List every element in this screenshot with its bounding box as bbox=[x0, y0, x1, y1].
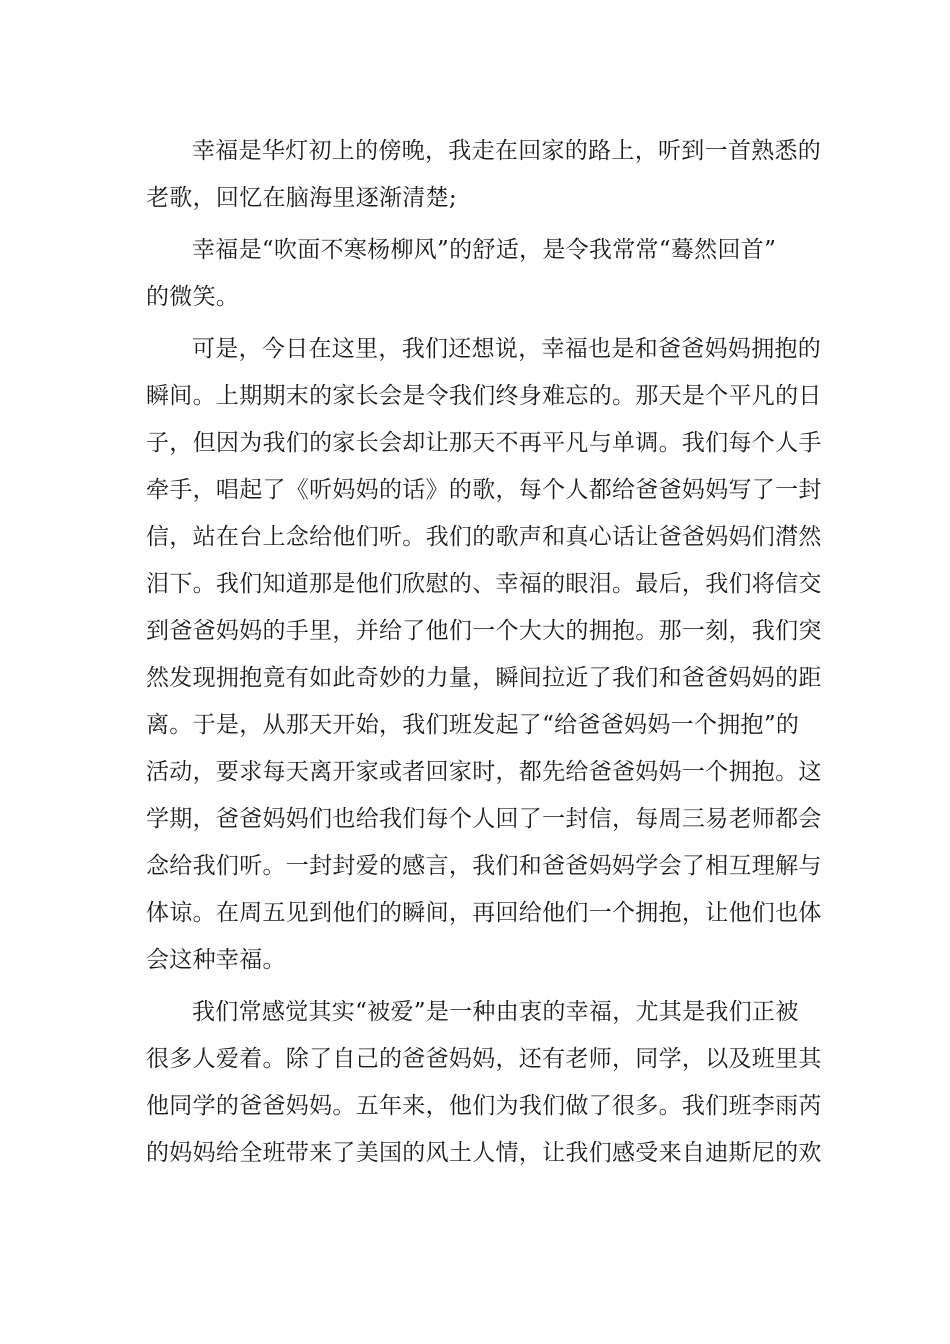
text-line: 然发现拥抱竟有如此奇妙的力量，瞬间拉近了我们和爸爸妈妈的距 bbox=[146, 665, 822, 691]
text-line: 离。于是，从那天开始，我们班发起了“给爸爸妈妈一个拥抱”的 bbox=[146, 712, 800, 738]
text-line: 念给我们听。一封封爱的感言，我们和爸爸妈妈学会了相互理解与 bbox=[146, 853, 822, 879]
text-line: 的微笑。 bbox=[146, 284, 240, 310]
text-line: 他同学的爸爸妈妈。五年来，他们为我们做了很多。我们班李雨芮 bbox=[146, 1093, 822, 1119]
text-line: 泪下。我们知道那是他们欣慰的、幸福的眼泪。最后，我们将信交 bbox=[146, 571, 822, 597]
paragraph-3 bbox=[146, 326, 822, 984]
text-line: 幸福是“吹面不寒杨柳风”的舒适，是令我常常“蓦然回首” bbox=[192, 237, 777, 263]
text-line: 的妈妈给全班带来了美国的风土人情，让我们感受来自迪斯尼的欢 bbox=[146, 1140, 822, 1166]
text-line: 信，站在台上念给他们听。我们的歌声和真心话让爸爸妈妈们潸然 bbox=[146, 524, 822, 550]
text-line: 体谅。在周五见到他们的瞬间，再回给他们一个拥抱，让他们也体 bbox=[146, 900, 822, 926]
text-line: 瞬间。上期期末的家长会是令我们终身难忘的。那天是个平凡的日 bbox=[146, 383, 822, 409]
text-line: 可是，今日在这里，我们还想说，幸福也是和爸爸妈妈拥抱的 bbox=[192, 336, 822, 362]
text-line: 子，但因为我们的家长会却让那天不再平凡与单调。我们每个人手 bbox=[146, 430, 822, 456]
text-line: 活动，要求每天离开家或者回家时，都先给爸爸妈妈一个拥抱。这 bbox=[146, 759, 822, 785]
paragraph-2 bbox=[146, 227, 810, 321]
paragraph-1 bbox=[146, 128, 822, 222]
text-line: 我们常感觉其实“被爱”是一种由衷的幸福，尤其是我们正被 bbox=[192, 999, 799, 1025]
paragraph-4 bbox=[146, 989, 822, 1177]
text-line: 幸福是华灯初上的傍晚，我走在回家的路上，听到一首熟悉的 bbox=[192, 138, 822, 164]
text-line: 牵手，唱起了《听妈妈的话》的歌，每个人都给爸爸妈妈写了一封 bbox=[146, 477, 822, 503]
text-line: 学期，爸爸妈妈们也给我们每个人回了一封信，每周三易老师都会 bbox=[146, 806, 822, 832]
text-line: 老歌，回忆在脑海里逐渐清楚; bbox=[146, 185, 457, 211]
text-line: 到爸爸妈妈的手里，并给了他们一个大大的拥抱。那一刻，我们突 bbox=[146, 618, 822, 644]
text-line: 很多人爱着。除了自己的爸爸妈妈，还有老师，同学，以及班里其 bbox=[146, 1046, 822, 1072]
document-body bbox=[146, 128, 822, 1177]
text-line: 会这种幸福。 bbox=[146, 947, 286, 973]
